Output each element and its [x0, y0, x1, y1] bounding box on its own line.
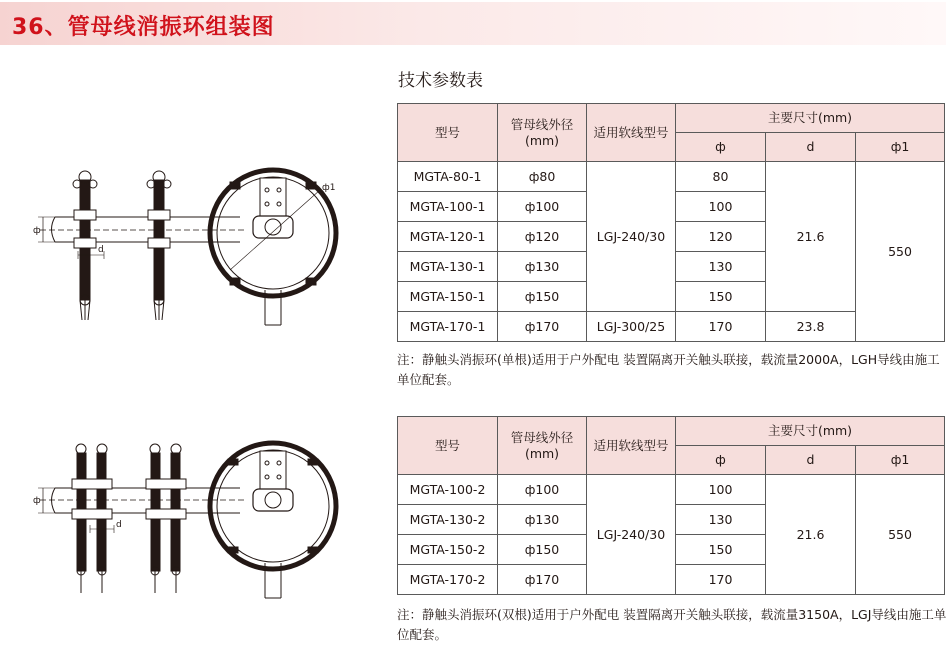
table-row [398, 475, 945, 505]
cell-model: MGTA-100-1 [398, 192, 498, 222]
cell-conductor: LGJ-240/30 [587, 475, 676, 595]
spec-table-double [397, 416, 945, 595]
cell-phi: 170 [676, 565, 766, 595]
cell-model: MGTA-80-1 [398, 162, 498, 192]
header-phi: ф [676, 133, 766, 162]
cell-d: 23.8 [766, 312, 856, 342]
cell-diameter: ф150 [498, 535, 587, 565]
front-view-single [210, 170, 336, 325]
header-tube-diameter: 管母线外径(mm) [498, 417, 587, 475]
cell-phi: 170 [676, 312, 766, 342]
assembly-drawing-single [30, 160, 360, 330]
side-view-double [38, 444, 245, 593]
cell-model: MGTA-120-1 [398, 222, 498, 252]
dim-phi1-label: ф1 [322, 183, 336, 193]
cell-diameter: ф170 [498, 312, 587, 342]
header-phi1: ф1 [856, 133, 945, 162]
spec-table-single [397, 103, 945, 342]
header-model: 型号 [398, 417, 498, 475]
cell-phi: 130 [676, 505, 766, 535]
cell-conductor: LGJ-300/25 [587, 312, 676, 342]
header-conductor-type: 适用软线型号 [587, 417, 676, 475]
cell-diameter: ф130 [498, 252, 587, 282]
cell-phi: 100 [676, 192, 766, 222]
cell-phi: 150 [676, 282, 766, 312]
cell-diameter: ф80 [498, 162, 587, 192]
dim-d-label: d [98, 245, 104, 255]
header-phi1: ф1 [856, 446, 945, 475]
header-main-dims: 主要尺寸(mm) [676, 104, 945, 133]
cell-diameter: ф150 [498, 282, 587, 312]
section-heading: 技术参数表 [398, 71, 483, 91]
cell-diameter: ф100 [498, 192, 587, 222]
cell-model: MGTA-150-1 [398, 282, 498, 312]
cell-phi: 130 [676, 252, 766, 282]
cell-diameter: ф100 [498, 475, 587, 505]
header-phi: ф [676, 446, 766, 475]
dim-phi-label: ф [33, 496, 41, 506]
table1-note: 注：静触头消振环(单根)适用于户外配电 装置隔离开关触头联接，载流量2000A，LGH导线由施工单位配套。 [397, 352, 940, 387]
cell-diameter: ф130 [498, 505, 587, 535]
cell-model: MGTA-100-2 [398, 475, 498, 505]
dim-d-label: d [116, 520, 122, 530]
dim-phi-label: ф [33, 226, 41, 236]
cell-d: 21.6 [766, 475, 856, 595]
cell-phi: 120 [676, 222, 766, 252]
cell-phi: 80 [676, 162, 766, 192]
cell-diameter: ф170 [498, 565, 587, 595]
cell-model: MGTA-170-1 [398, 312, 498, 342]
header-conductor-type: 适用软线型号 [587, 104, 676, 162]
header-model: 型号 [398, 104, 498, 162]
header-d: d [766, 446, 856, 475]
cell-model: MGTA-170-2 [398, 565, 498, 595]
header-d: d [766, 133, 856, 162]
header-tube-diameter: 管母线外径(mm) [498, 104, 587, 162]
cell-model: MGTA-130-2 [398, 505, 498, 535]
cell-phi: 150 [676, 535, 766, 565]
cell-phi: 100 [676, 475, 766, 505]
cell-diameter: ф120 [498, 222, 587, 252]
table2-note: 注：静触头消振环(双根)适用于户外配电 装置隔离开关触头联接，载流量3150A，LGJ导线由施工单位配套。 [397, 607, 947, 642]
cell-model: MGTA-130-1 [398, 252, 498, 282]
front-view-double [210, 443, 336, 598]
cell-d: 21.6 [766, 162, 856, 312]
page-title: 36、管母线消振环组装图 [12, 15, 275, 40]
assembly-drawing-double [30, 433, 360, 603]
cell-model: MGTA-150-2 [398, 535, 498, 565]
table-row [398, 162, 945, 192]
side-view-single [38, 171, 245, 320]
header-main-dims: 主要尺寸(mm) [676, 417, 945, 446]
title-bar [0, 2, 946, 45]
cell-phi1: 550 [856, 475, 945, 595]
cell-phi1: 550 [856, 162, 945, 342]
cell-conductor: LGJ-240/30 [587, 162, 676, 312]
